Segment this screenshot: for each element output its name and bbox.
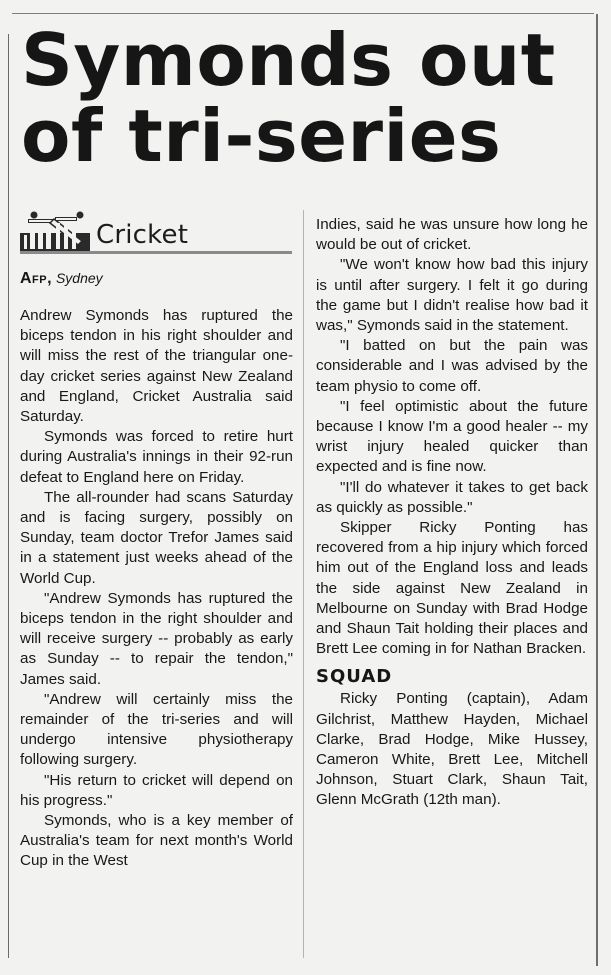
body-paragraph: Andrew Symonds has ruptured the biceps tendon in his right shoulder and will miss the rest of the triangular one-day cricket series against New Zealand and England, Cricket Australia said Saturday. (20, 307, 293, 426)
squad-heading: SQUAD (316, 666, 393, 688)
news-agency: Afp, (20, 270, 53, 287)
article-column-1 (20, 306, 293, 872)
body-paragraph: "I feel optimistic about the future because I know I'm a good healer -- my wrist injury healed quicker than expected and is fine now. (316, 397, 588, 476)
body-paragraph: The all-rounder had scans Saturday and is facing surgery, possibly on Sunday, team doctor Trefor James said in a statement just weeks ahead of the World Cup. (20, 488, 293, 587)
section-rule (20, 251, 292, 254)
section-name: Cricket (96, 220, 189, 250)
body-paragraph: "Andrew will certainly miss the remainder of the tri-series and will undergo intensive physiotherapy following surgery. (20, 690, 293, 769)
article-headline: Symonds out of tri-series (21, 18, 556, 178)
top-border-rule (12, 13, 594, 14)
dateline (20, 268, 103, 289)
body-paragraph: "Andrew Symonds has ruptured the biceps tendon in the right shoulder and will receive surgery -- probably as early as Sunday -- to repair the tendon," James said. (20, 589, 293, 688)
body-paragraph: "I'll do whatever it takes to get back as quickly as possible." (316, 478, 588, 516)
body-paragraph: Indies, said he was unsure how long he would be out of cricket. (316, 216, 588, 254)
body-paragraph: "I batted on but the pain was considerable and I was advised by the team physio to come off. (316, 337, 588, 395)
body-paragraph: "We won't know how bad this injury is until after surgery. I felt it go during the game but I didn't realise how bad it was," Symonds said in the statement. (316, 256, 588, 335)
body-paragraph: "His return to cricket will depend on his progress." (20, 771, 293, 809)
cricket-stumps-icon (20, 211, 90, 255)
body-paragraph: Symonds was forced to retire hurt during Australia's innings in their 92-run defeat to England here on Friday. (20, 428, 293, 486)
section-label (20, 211, 292, 259)
column-divider (303, 210, 304, 958)
left-border-rule (8, 34, 9, 958)
article-column-2 (316, 215, 588, 811)
body-paragraph: Symonds, who is a key member of Australia's team for next month's World Cup in the West (20, 812, 293, 870)
squad-list: Ricky Ponting (captain), Adam Gilchrist, Matthew Hayden, Michael Clarke, Brad Hodge, Mike Hussey, Cameron White, Brett Lee, Mitchell Johnson, Stuart Clark, Shaun Tait, Glenn McGrath (12th man). (316, 690, 588, 809)
dateline-city: Sydney (55, 270, 103, 286)
body-paragraph: Skipper Ricky Ponting has recovered from a hip injury which forced him out of the England loss and leads the side against New Zealand in Melbourne on Sunday with Brad Hodge and Shaun Tait holding their places and Brett Lee coming in for Nathan Bracken. (316, 519, 588, 658)
right-border-rule (596, 14, 598, 966)
